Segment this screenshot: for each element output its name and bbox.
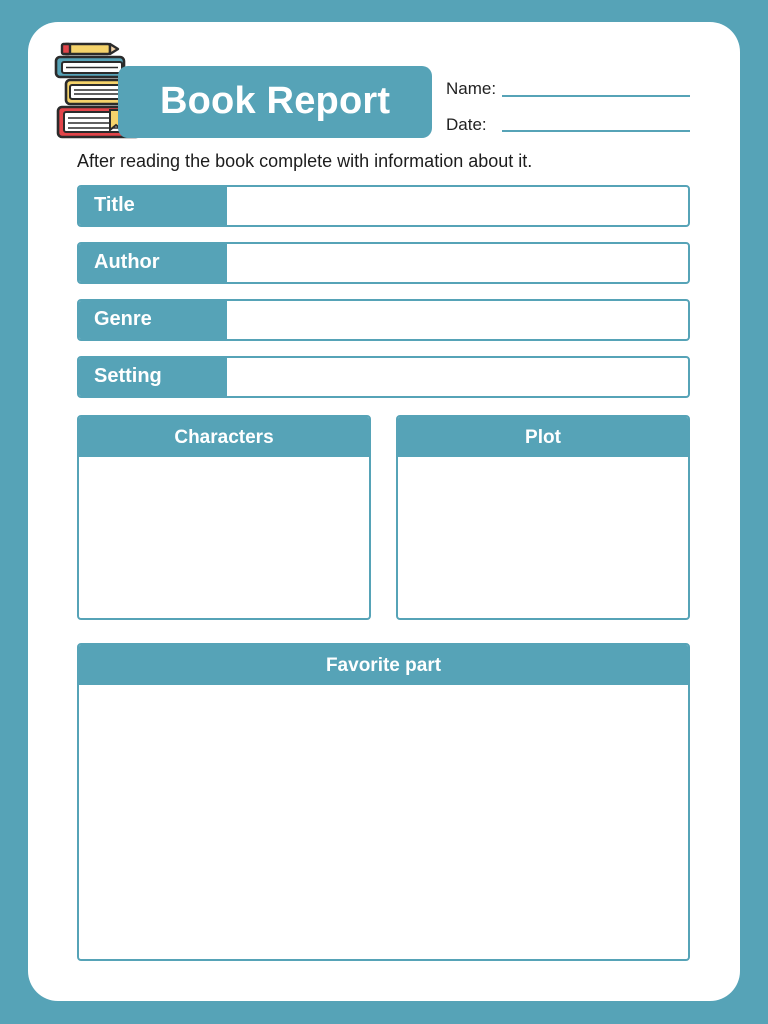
- title-label: Title: [79, 187, 227, 225]
- name-line[interactable]: [502, 95, 690, 97]
- characters-header: Characters: [79, 417, 369, 457]
- plot-textarea[interactable]: [398, 457, 688, 618]
- genre-label: Genre: [79, 301, 227, 339]
- title-input[interactable]: [227, 187, 688, 225]
- genre-field: [77, 299, 690, 341]
- favorite-part-box: [77, 643, 690, 961]
- genre-input[interactable]: [227, 301, 688, 339]
- plot-header: Plot: [398, 417, 688, 457]
- setting-input[interactable]: [227, 358, 688, 396]
- favorite-part-header: Favorite part: [79, 645, 688, 685]
- author-label: Author: [79, 244, 227, 282]
- setting-field: [77, 356, 690, 398]
- setting-label: Setting: [79, 358, 227, 396]
- date-line[interactable]: [502, 130, 690, 132]
- instructions-text: After reading the book complete with information about it.: [77, 151, 533, 171]
- page-title: Book Report: [160, 80, 391, 122]
- characters-textarea[interactable]: [79, 457, 369, 618]
- date-label: Date:: [446, 115, 487, 134]
- author-input[interactable]: [227, 244, 688, 282]
- name-label: Name:: [446, 79, 497, 98]
- author-field: [77, 242, 690, 284]
- characters-box: [77, 415, 371, 620]
- pencil-icon: [62, 44, 118, 54]
- title-field: [77, 185, 690, 227]
- favorite-part-textarea[interactable]: [79, 685, 688, 959]
- plot-box: [396, 415, 690, 620]
